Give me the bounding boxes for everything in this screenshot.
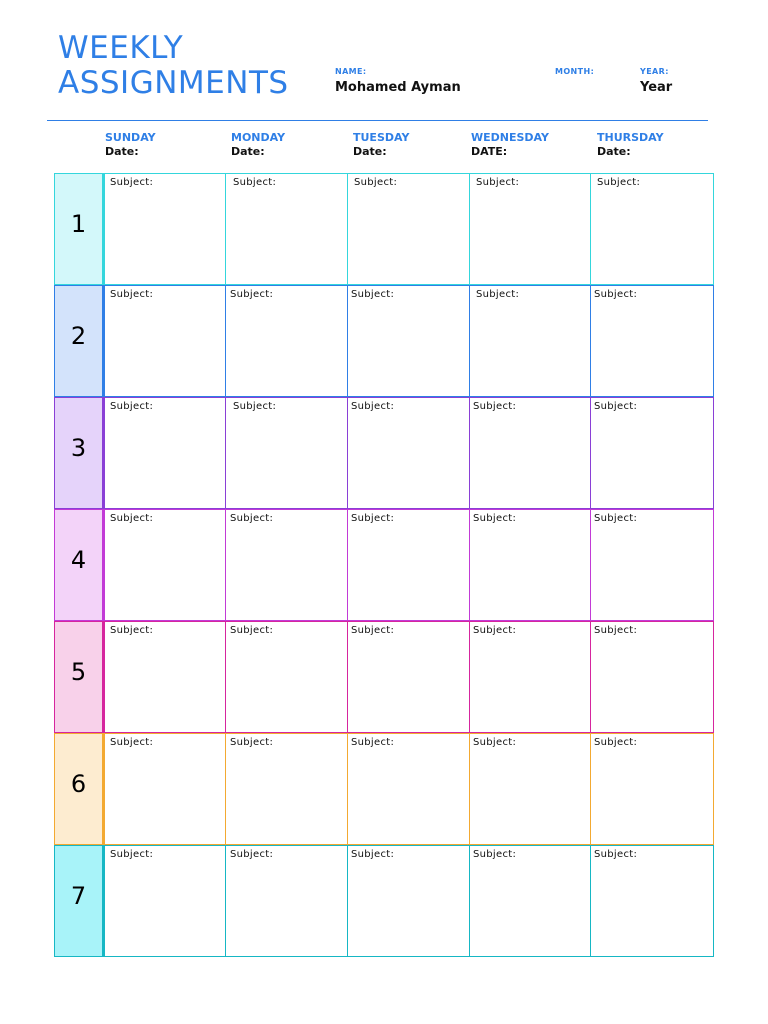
name-value[interactable]: Mohamed Ayman [335,80,461,95]
subject-label: Subject: [230,737,274,748]
assignment-cell-tuesday[interactable] [348,621,470,733]
assignment-row-1 [54,173,714,285]
assignment-row-2 [54,285,714,397]
subject-label: Subject: [233,177,277,188]
day-header-wednesday [471,131,591,159]
assignment-cell-wednesday[interactable] [470,285,591,397]
day-name: SUNDAY [105,131,156,144]
day-date-label[interactable]: DATE: [471,145,508,158]
assignment-cell-tuesday[interactable] [348,397,470,509]
period-number-cell [54,509,105,621]
period-number: 5 [70,658,87,686]
subject-label: Subject: [230,513,274,524]
assignment-row-5 [54,621,714,733]
subject-label: Subject: [110,625,154,636]
day-name: MONDAY [231,131,286,144]
assignment-cell-tuesday[interactable] [348,173,470,285]
assignment-cell-monday[interactable] [226,285,348,397]
subject-label: Subject: [473,849,517,860]
subject-label: Subject: [594,513,638,524]
assignment-cell-wednesday[interactable] [470,509,591,621]
subject-label: Subject: [230,289,274,300]
subject-label: Subject: [110,849,154,860]
assignment-cell-monday[interactable] [226,509,348,621]
assignment-cell-sunday[interactable] [105,173,226,285]
subject-label: Subject: [476,289,520,300]
day-header-monday [231,131,351,159]
period-number-cell [54,397,105,509]
day-date-label[interactable]: Date: [597,145,631,158]
assignment-cell-wednesday[interactable] [470,845,591,957]
subject-label: Subject: [476,177,520,188]
assignment-cell-monday[interactable] [226,621,348,733]
assignment-cell-monday[interactable] [226,845,348,957]
subject-label: Subject: [473,737,517,748]
period-number: 7 [70,882,87,910]
assignment-cell-sunday[interactable] [105,285,226,397]
day-date-label[interactable]: Date: [105,145,139,158]
subject-label: Subject: [351,289,395,300]
period-number-cell [54,285,105,397]
subject-label: Subject: [351,737,395,748]
subject-label: Subject: [473,401,517,412]
assignment-cell-monday[interactable] [226,733,348,845]
assignment-cell-tuesday[interactable] [348,845,470,957]
subject-label: Subject: [351,513,395,524]
header-divider [47,120,708,121]
title-line-2: ASSIGNMENTS [58,65,289,101]
assignment-cell-sunday[interactable] [105,733,226,845]
subject-label: Subject: [110,177,154,188]
period-number: 6 [70,770,87,798]
subject-label: Subject: [110,401,154,412]
assignment-cell-monday[interactable] [226,173,348,285]
assignment-cell-wednesday[interactable] [470,397,591,509]
assignment-cell-thursday[interactable] [591,621,714,733]
period-number: 4 [70,546,87,574]
assignment-cell-sunday[interactable] [105,509,226,621]
assignment-cell-thursday[interactable] [591,285,714,397]
assignment-cell-sunday[interactable] [105,397,226,509]
assignment-cell-thursday[interactable] [591,733,714,845]
assignment-row-7 [54,845,714,957]
subject-label: Subject: [594,737,638,748]
day-header-thursday [597,131,717,159]
subject-label: Subject: [233,401,277,412]
day-header-sunday [105,131,225,159]
subject-label: Subject: [597,177,641,188]
month-label: MONTH: [555,67,595,76]
year-value[interactable]: Year [640,80,673,95]
subject-label: Subject: [351,849,395,860]
period-number-cell [54,845,105,957]
subject-label: Subject: [110,289,154,300]
title-line-1: WEEKLY [58,30,184,66]
assignment-cell-tuesday[interactable] [348,509,470,621]
day-date-label[interactable]: Date: [231,145,265,158]
assignment-cell-wednesday[interactable] [470,733,591,845]
subject-label: Subject: [594,401,638,412]
assignment-row-3 [54,397,714,509]
assignment-cell-wednesday[interactable] [470,621,591,733]
period-number: 2 [70,322,87,350]
period-number: 1 [70,210,87,238]
assignment-cell-tuesday[interactable] [348,733,470,845]
period-number-cell [54,621,105,733]
assignment-cell-tuesday[interactable] [348,285,470,397]
period-number-cell [54,733,105,845]
subject-label: Subject: [230,625,274,636]
period-number-cell [54,173,105,285]
assignment-cell-thursday[interactable] [591,397,714,509]
assignment-cell-sunday[interactable] [105,621,226,733]
day-date-label[interactable]: Date: [353,145,387,158]
assignment-cell-sunday[interactable] [105,845,226,957]
day-name: WEDNESDAY [471,131,549,144]
period-number: 3 [70,434,87,462]
subject-label: Subject: [594,849,638,860]
assignment-cell-thursday[interactable] [591,845,714,957]
subject-label: Subject: [351,625,395,636]
day-header-tuesday [353,131,473,159]
subject-label: Subject: [473,513,517,524]
subject-label: Subject: [351,401,395,412]
year-label: YEAR: [640,67,669,76]
subject-label: Subject: [354,177,398,188]
subject-label: Subject: [473,625,517,636]
name-label: NAME: [335,67,367,76]
assignment-cell-thursday[interactable] [591,173,714,285]
subject-label: Subject: [594,289,638,300]
subject-label: Subject: [594,625,638,636]
day-name: THURSDAY [597,131,664,144]
assignment-cell-monday[interactable] [226,397,348,509]
assignment-row-4 [54,509,714,621]
day-name: TUESDAY [353,131,410,144]
subject-label: Subject: [110,737,154,748]
subject-label: Subject: [110,513,154,524]
assignment-cell-thursday[interactable] [591,509,714,621]
assignment-cell-wednesday[interactable] [470,173,591,285]
assignment-row-6 [54,733,714,845]
subject-label: Subject: [230,849,274,860]
page-title [58,31,289,101]
